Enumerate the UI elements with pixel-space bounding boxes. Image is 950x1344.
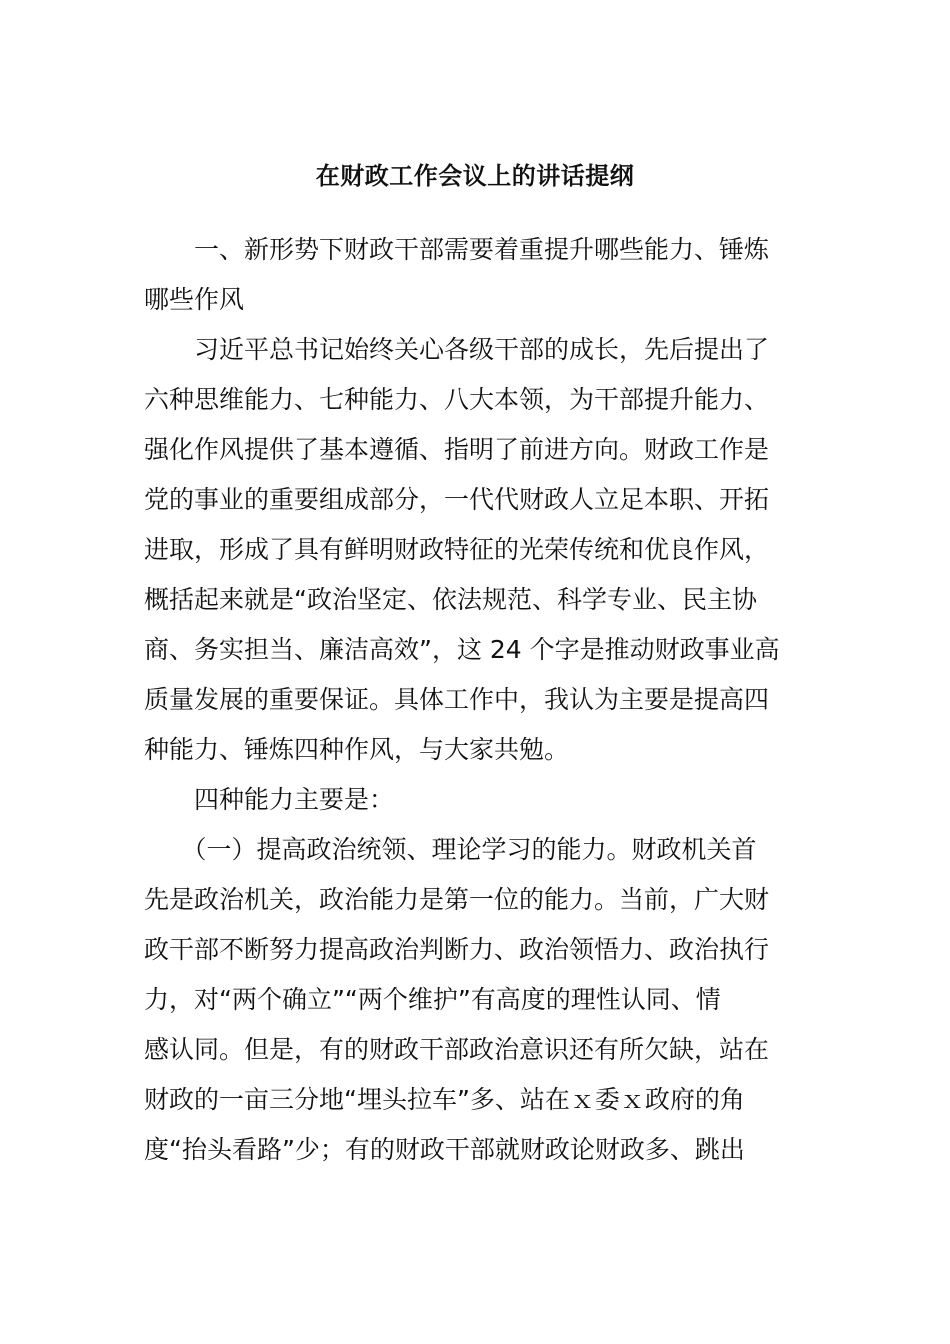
text-line: 习近平总书记始终关心各级干部的成长，先后提出了: [144, 335, 770, 364]
text-line: 先是政治机关，政治能力是第一位的能力。当前，广大财: [144, 885, 770, 914]
text-line: 种能力、锤炼四种作风，与大家共勉。: [144, 735, 570, 764]
text-line: 感认同。但是，有的财政干部政治意识还有所欠缺，站在: [144, 1035, 770, 1064]
text-line: 进取，形成了具有鲜明财政特征的光荣传统和优良作风，: [144, 535, 770, 564]
text-line: 力，对“两个确立”“两个维护”有高度的理性认同、情: [144, 985, 721, 1014]
text-line: 商、务实担当、廉洁高效”，这 24 个字是推动财政事业高: [144, 635, 780, 664]
text-line: 概括起来就是“政治坚定、依法规范、科学专业、民主协: [144, 585, 757, 614]
text-line: 六种思维能力、七种能力、八大本领，为干部提升能力、: [144, 385, 770, 414]
text-line: 度“抬头看路”少；有的财政干部就财政论财政多、跳出: [144, 1135, 745, 1164]
text-line: 强化作风提供了基本遵循、指明了前进方向。财政工作是: [144, 435, 770, 464]
text-line: 四种能力主要是：: [144, 785, 395, 814]
text-line: 质量发展的重要保证。具体工作中，我认为主要是提高四: [144, 685, 770, 714]
document-title: 在财政工作会议上的讲话提纲: [315, 162, 635, 190]
text-line: 哪些作风: [144, 285, 245, 314]
text-line: （一）提高政治统领、理论学习的能力。财政机关首: [144, 835, 757, 864]
text-line: 政干部不断努力提高政治判断力、政治领悟力、政治执行: [144, 935, 770, 964]
text-line: 财政的一亩三分地“埋头拉车”多、站在ｘ委ｘ政府的角: [144, 1085, 745, 1114]
text-line: 党的事业的重要组成部分，一代代财政人立足本职、开拓: [144, 485, 770, 514]
text-line: 一、新形势下财政干部需要着重提升哪些能力、锤炼: [144, 235, 770, 264]
